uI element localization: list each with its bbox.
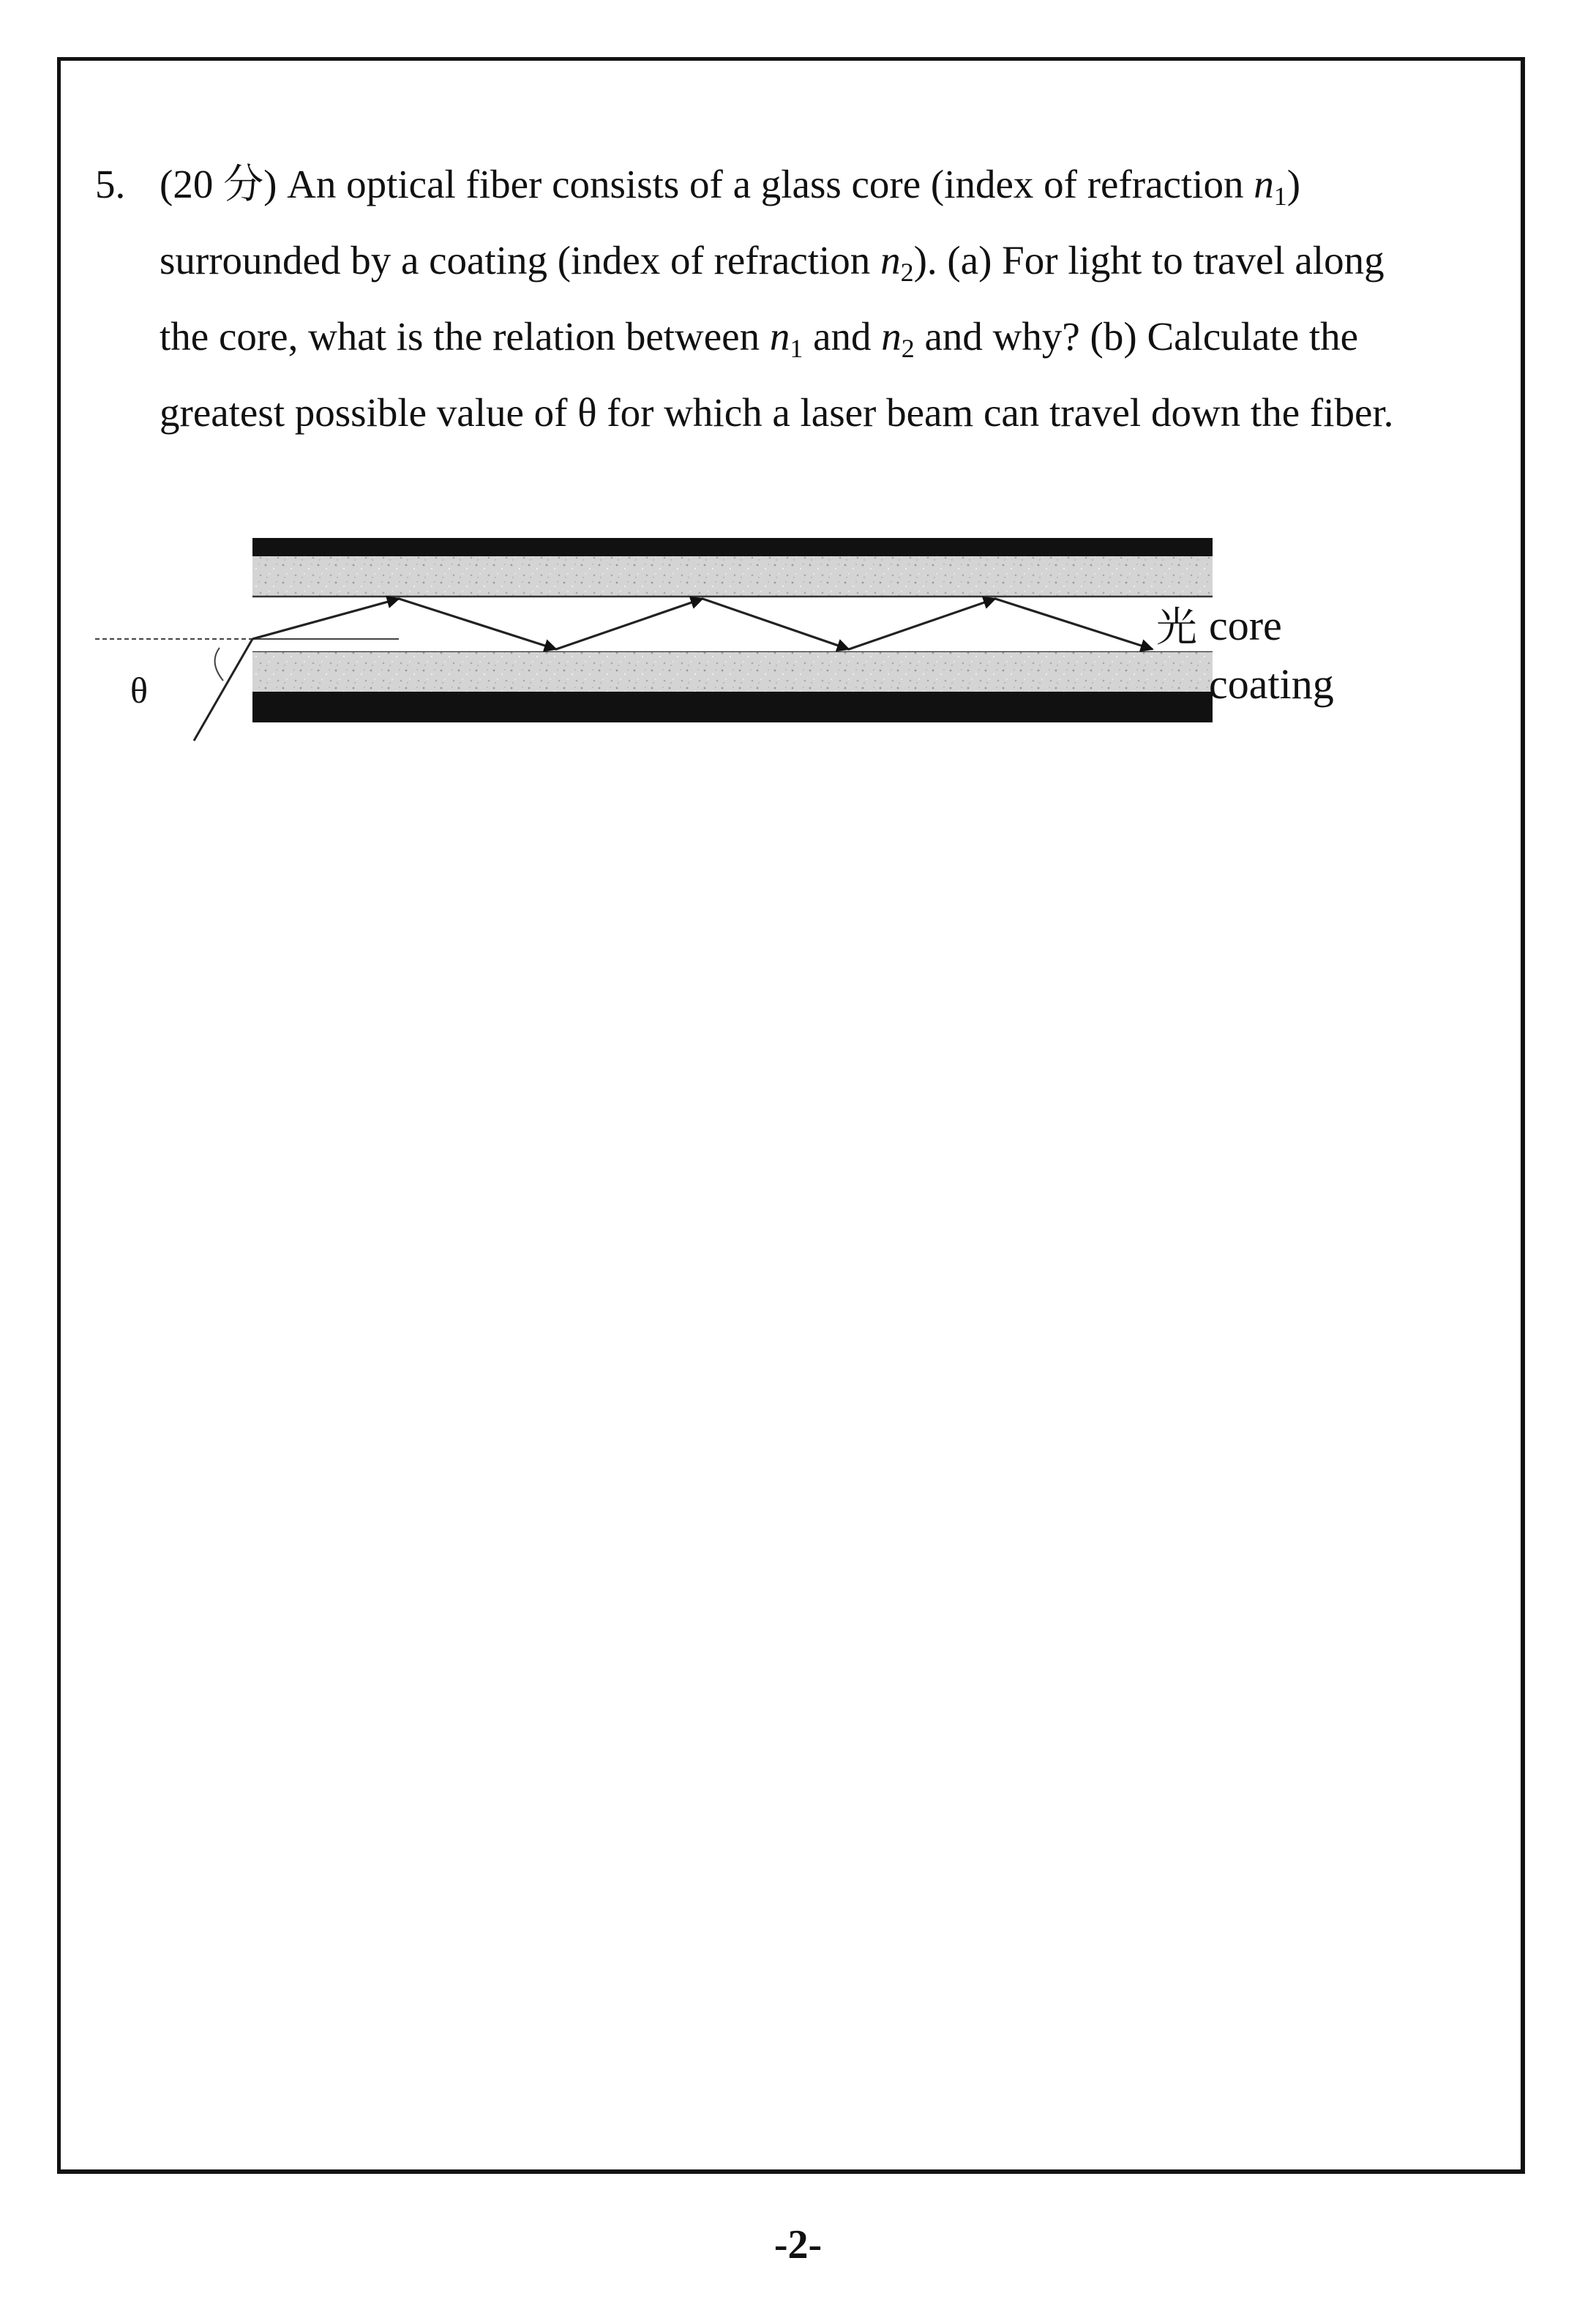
coating-label: coating — [1209, 660, 1334, 708]
question-line2-text: surrounded by a coating (index of refraction — [160, 238, 881, 283]
incident-ray — [194, 639, 252, 741]
question-line2-end: ). (a) For light to travel along — [913, 238, 1385, 283]
outer-jacket-bottom — [252, 692, 1213, 722]
n1-symbol: n — [1254, 162, 1274, 206]
theta-label: θ — [130, 670, 148, 711]
question-line3-start: the core, what is the relation between — [160, 314, 770, 359]
question-line1-end: ) — [1286, 162, 1301, 206]
coating-top — [252, 556, 1213, 597]
line3-and: and — [803, 314, 882, 359]
theta-arc — [215, 648, 223, 681]
core-region — [252, 597, 1213, 652]
core-label: core — [1209, 602, 1282, 649]
line3-n1-symbol: n — [769, 314, 790, 359]
line3-n2-subscript: 2 — [901, 334, 915, 363]
n1-subscript: 1 — [1273, 182, 1287, 211]
light-label: 光 — [1156, 604, 1197, 651]
outer-jacket-top — [252, 538, 1213, 556]
question-number: 5. — [95, 162, 126, 206]
question-line1-text: An optical fiber consists of a glass core (index of refraction — [277, 162, 1254, 206]
question-line4-text: greatest possible value of θ for which a laser beam can travel down the fiber. — [160, 390, 1394, 435]
n2-symbol: n — [880, 238, 901, 283]
question-points: (20 分) — [160, 162, 277, 206]
line3-n1-subscript: 1 — [790, 334, 803, 363]
line3-end: and why? (b) Calculate the — [914, 314, 1359, 359]
coating-bottom — [252, 652, 1213, 692]
optical-fiber-diagram — [0, 0, 1596, 805]
page-number: -2- — [773, 2222, 823, 2268]
line3-n2-symbol: n — [881, 314, 902, 359]
n2-subscript: 2 — [900, 258, 914, 287]
